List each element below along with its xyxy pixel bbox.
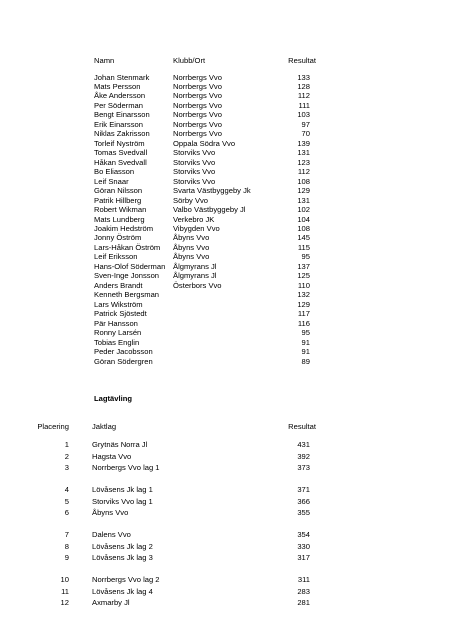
participant-name: Sven-Inge Jonsson	[94, 271, 160, 281]
team-placement: 6	[64, 508, 69, 517]
participant-result: 133	[297, 72, 310, 82]
participant-name: Joakim Hedström	[94, 224, 154, 234]
participant-name: Peder Jacobsson	[94, 347, 153, 357]
participant-club: Norrbergs Vvo	[173, 110, 222, 120]
team-result: 355	[297, 508, 310, 517]
participant-club: Åbyns Vvo	[173, 242, 210, 252]
participant-name: Patrik Hillberg	[94, 195, 142, 205]
participant-result: 108	[297, 176, 310, 186]
participant-club: Storviks Vvo	[173, 176, 216, 186]
team-name: Hagsta Vvo	[92, 451, 132, 461]
team-name: Dalens Vvo	[92, 530, 131, 539]
team-placement: 2	[64, 451, 69, 461]
participant-result: 95	[301, 328, 310, 338]
team-result: 431	[297, 440, 310, 449]
participant-club: Vibygden Vvo	[173, 224, 220, 234]
participant-result: 132	[297, 290, 310, 300]
participant-club: Norrbergs Vvo	[173, 72, 222, 82]
participant-club: Norrbergs Vvo	[173, 129, 222, 139]
team-result: 311	[297, 575, 310, 584]
participant-name: Robert Wikman	[94, 205, 147, 215]
team-result: 392	[297, 451, 310, 461]
participant-name: Johan Stenmark	[94, 72, 150, 82]
team-placement: 11	[61, 586, 69, 596]
column-header-placement: Placering	[37, 422, 69, 431]
participant-club: Storviks Vvo	[173, 157, 216, 167]
participant-result: 117	[297, 309, 310, 319]
participant-name: Lars Wikström	[94, 299, 143, 309]
participant-result: 108	[297, 224, 310, 234]
participant-club: Ålgmyrans Jl	[173, 261, 217, 271]
participant-name: Leif Eriksson	[94, 252, 138, 262]
team-result: 354	[297, 530, 310, 539]
participant-result: 70	[301, 129, 310, 139]
participant-result: 128	[297, 81, 310, 91]
participant-name: Göran Södergren	[94, 356, 153, 366]
team-placement: 12	[60, 598, 69, 607]
team-name: Åbyns Vvo	[92, 508, 129, 517]
column-header-name: Namn	[94, 56, 115, 65]
participant-result: 139	[297, 138, 310, 148]
participant-result: 129	[297, 299, 310, 309]
participant-name: Mats Persson	[94, 81, 141, 91]
participant-name: Jonny Öström	[94, 233, 142, 243]
team-name: Axmarby Jl	[92, 598, 130, 607]
team-result: 366	[297, 496, 310, 506]
participant-result: 97	[301, 119, 310, 129]
participant-name: Bengt Einarsson	[94, 110, 150, 120]
participant-name: Mats Lundberg	[94, 214, 145, 224]
participant-club: Storviks Vvo	[173, 148, 216, 158]
participant-club: Österbors Vvo	[173, 280, 222, 290]
participant-result: 95	[301, 252, 310, 262]
participant-result: 104	[297, 214, 310, 224]
team-placement: 4	[64, 485, 69, 494]
participant-result: 102	[297, 205, 310, 215]
participant-result: 131	[297, 195, 310, 205]
participant-club: Verkebro JK	[173, 214, 215, 224]
participant-result: 91	[301, 347, 310, 357]
team-name: Norrbergs Vvo lag 2	[92, 575, 160, 584]
team-placement: 5	[64, 496, 69, 506]
participant-name: Lars-Håkan Öström	[94, 242, 161, 252]
team-name: Lövåsens Jk lag 3	[92, 553, 153, 562]
participant-name: Göran Nilsson	[94, 186, 143, 196]
participant-club: Ålgmyrans Jl	[173, 271, 217, 281]
team-result: 281	[297, 598, 310, 607]
participant-name: Tobias Englin	[94, 337, 140, 347]
participant-name: Ronny Larsén	[94, 328, 142, 338]
participant-name: Hans-Olof Söderman	[94, 261, 166, 271]
participant-club: Norrbergs Vvo	[173, 119, 222, 129]
team-result: 373	[297, 463, 310, 472]
participant-name: Per Söderman	[94, 100, 143, 110]
participant-club: Åbyns Vvo	[173, 233, 210, 243]
participant-result: 145	[297, 233, 310, 243]
team-placement: 3	[64, 463, 69, 472]
team-placement: 9	[64, 553, 69, 562]
participant-result: 112	[297, 91, 310, 101]
participant-result: 125	[297, 271, 310, 281]
participant-result: 91	[301, 337, 310, 347]
participant-name: Tomas Svedvall	[94, 148, 148, 158]
participant-name: Kenneth Bergsman	[94, 290, 160, 300]
participant-name: Leif Snaar	[94, 176, 129, 186]
team-result: 371	[297, 485, 310, 494]
team-section-title: Lagtävling	[94, 394, 132, 403]
participant-result: 115	[297, 242, 310, 252]
participant-club: Storviks Vvo	[173, 167, 216, 177]
participant-result: 112	[297, 167, 310, 177]
participant-name: Patrick Sjöstedt	[94, 309, 147, 319]
participant-result: 110	[297, 280, 310, 290]
team-name: Lövåsens Jk lag 2	[92, 541, 153, 551]
team-name: Grytnäs Norra Jl	[92, 440, 148, 449]
team-placement: 10	[60, 575, 69, 584]
participant-club: Svarta Västbyggeby Jk	[173, 186, 251, 196]
column-header-team-result: Resultat	[288, 422, 316, 431]
participant-result: 129	[297, 186, 310, 196]
team-placement: 8	[64, 541, 69, 551]
participant-club: Norrbergs Vvo	[173, 91, 222, 101]
participant-result: 111	[298, 100, 310, 110]
participant-name: Bo Eliasson	[94, 167, 135, 177]
participant-club: Sörby Vvo	[173, 195, 209, 205]
column-header-result: Resultat	[288, 56, 316, 65]
participant-name: Torleif Nyström	[94, 138, 145, 148]
participant-result: 103	[297, 110, 310, 120]
participant-result: 89	[301, 356, 310, 366]
participant-name: Pär Hansson	[94, 318, 138, 328]
team-result: 317	[297, 553, 310, 562]
participant-name: Åke Andersson	[94, 91, 146, 101]
participant-result: 116	[297, 318, 310, 328]
participant-result: 123	[297, 157, 310, 167]
team-name: Norrbergs Vvo lag 1	[92, 463, 160, 472]
participant-name: Håkan Svedvall	[94, 157, 147, 167]
team-placement: 7	[64, 530, 69, 539]
team-name: Lövåsens Jk lag 4	[92, 586, 153, 596]
team-name: Storviks Vvo lag 1	[92, 496, 153, 506]
participant-name: Niklas Zakrisson	[94, 129, 150, 139]
participant-club: Åbyns Vvo	[173, 252, 210, 262]
participant-result: 137	[297, 261, 310, 271]
team-name: Lövåsens Jk lag 1	[92, 485, 153, 494]
participant-club: Norrbergs Vvo	[173, 81, 222, 91]
team-result: 283	[297, 586, 310, 596]
participant-name: Erik Einarsson	[94, 119, 143, 129]
participant-club: Oppala Södra Vvo	[173, 138, 236, 148]
column-header-team: Jaktlag	[92, 422, 117, 431]
team-placement: 1	[64, 440, 69, 449]
team-result: 330	[297, 541, 310, 551]
participant-club: Valbo Västbyggeby Jl	[173, 205, 246, 215]
participant-club: Norrbergs Vvo	[173, 100, 222, 110]
participant-result: 131	[297, 148, 310, 158]
participant-name: Anders Brandt	[94, 280, 143, 290]
column-header-club: Klubb/Ort	[173, 56, 206, 65]
